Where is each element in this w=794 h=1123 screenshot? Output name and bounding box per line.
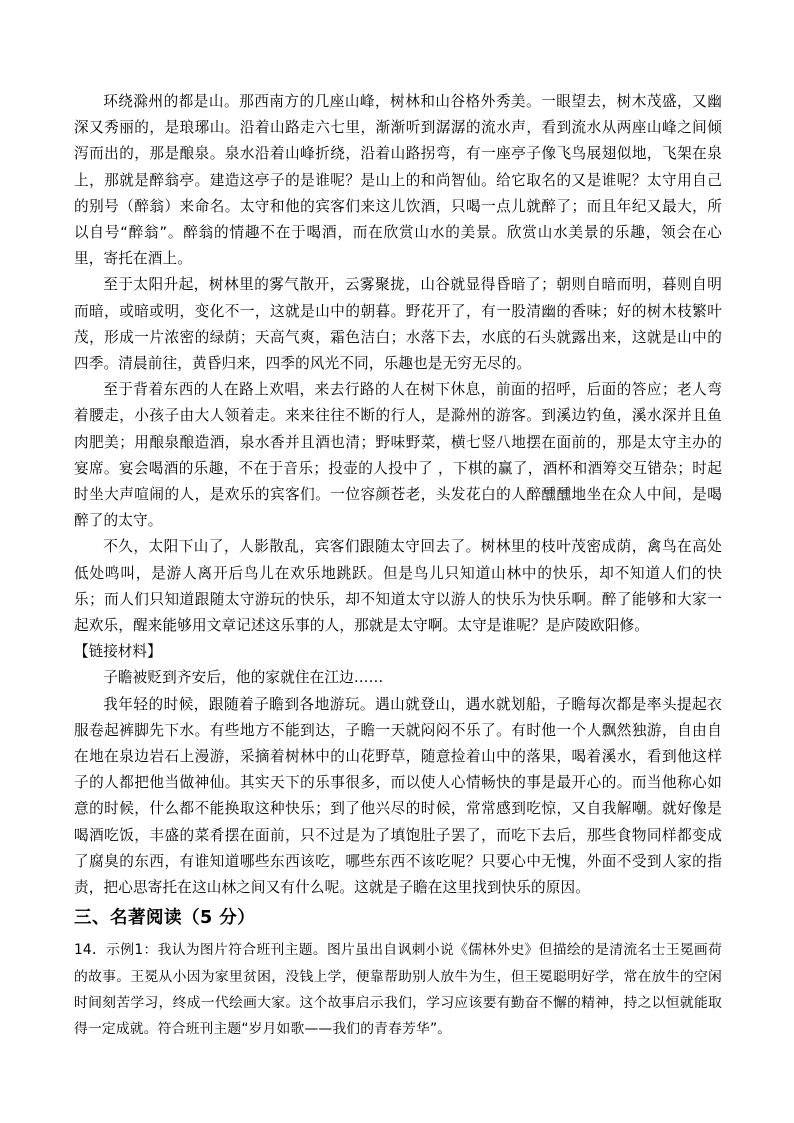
- link-material-label: 【链接材料】: [74, 643, 162, 661]
- translation-paragraph-4: 不久，太阳下山了，人影散乱，宾客们跟随太守回去了。树林里的枝叶茂密成荫，禽鸟在高处低处鸣叫，是游人离开后鸟儿在欢乐地跳跃。但是鸟儿只知道山林中的快乐，却不知道人们的快乐；而人们只知道跟随太守游玩的快乐，却不知道太守以游人的快乐为快乐啊。醉了能够和大家一起欢乐，醒来能够用文章记述这乐事的人，那就是太守啊。太守是谁呢？是庐陵欧阳修。: [74, 538, 722, 635]
- translation-paragraph-1: 环绕滁州的都是山。那西南方的几座山峰，树林和山谷格外秀美。一眼望去，树木茂盛，又幽深又秀丽的，是琅琊山。沿着山路走六七里，渐渐听到潺潺的流水声，看到流水从两座山峰之间倾泻而出的，那是酿泉。泉水沿着山峰折绕，沿着山路拐弯，有一座亭子像飞鸟展翅似地，飞架在泉上，那就是醉翁亭。建造这亭子的是谁呢？是山上的和尚智仙。给它取名的又是谁呢？太守用自己的别号（醉翁）来命名。太守和他的宾客们来这儿饮酒，只喝一点儿就醉了；而且年纪又最大，所以自号“醉翁”。醉翁的情趣不在于喝酒，而在欣赏山水的美景。欣赏山水美景的乐趣，领会在心里，寄托在酒上。: [74, 93, 722, 268]
- answer-paragraph: 14．示例1：我认为图片符合班刊主题。图片虽出自讽刺小说《儒林外史》但描绘的是清流名士王冕画荷的故事。王冕从小因为家里贫困，没钱上学，便靠帮助别人放牛为生，但王冕聪明好学，常在放牛的空闲时间刻苦学习，终成一代绘画大家。这个故事启示我们，学习应该要有勤奋不懈的精神，持之以恒就能取得一定成就。符合班刊主题“岁月如歌——我们的青春芳华”。: [74, 942, 722, 1037]
- link-paragraph-2: 我年轻的时候，跟随着子瞻到各地游玩。遇山就登山，遇水就划船，子瞻每次都是率头提起衣服卷起裤脚先下水。有些地方不能到达，子瞻一天就闷闷不乐了。有时他一个人飘然独游，自由自在地在泉边岩石上漫游，采摘着树林中的山花野草，随意捡着山中的落果，喝着溪水，看到他这样子的人都把他当做神仙。其实天下的乐事很多，而以使人心情畅快的事是最开心的。而当他称心如意的时候，什么都不能换取这种快乐；到了他兴尽的时候，常常感到吃惊，又自我解嘲。就好像是喝酒吃饭，丰盛的菜肴摆在面前，只不过是为了填饱肚子罢了，而吃下去后，那些食物同样都变成了腐臭的东西，有谁知道哪些东西该吃，哪些东西不该吃呢？只要心中无愧，外面不受到人家的指责，把心思寄托在这山林之间又有什么呢。这就是子瞻在这里找到快乐的原因。: [74, 695, 722, 897]
- translation-paragraph-2: 至于太阳升起，树林里的雾气散开，云雾聚拢，山谷就显得昏暗了；朝则自暗而明，暮则自明而暗，或暗或明，变化不一，这就是山中的朝暮。野花开了，有一股清幽的香味；好的树木枝繁叶茂，形成一片浓密的绿荫；天高气爽，霜色洁白；水落下去，水底的石头就露出来，这就是山中的四季。清晨前往，黄昏归来，四季的风光不同，乐趣也是无穷无尽的。: [74, 276, 722, 373]
- link-paragraph-1: 子瞻被贬到齐安后，他的家就住在江边……: [103, 669, 384, 687]
- section-heading: 三、名著阅读（5 分）: [74, 908, 256, 929]
- document-body: [74, 89, 722, 1042]
- translation-paragraph-3: 至于背着东西的人在路上欢唱，来去行路的人在树下休息，前面的招呼，后面的答应；老人弯着腰走，小孩子由大人领着走。来来往往不断的行人，是滁州的游客。到溪边钓鱼，溪水深并且鱼肉肥美；用酿泉酿造酒，泉水香并且酒也清；野味野菜，横七竖八地摆在面前的，那是太守主办的宴席。宴会喝酒的乐趣，不在于音乐；投壶的人投中了 ，下棋的赢了，酒杯和酒筹交互错杂；时起时坐大声喧闹的人，是欢乐的宾客们。一位容颜苍老，头发花白的人醉醺醺地坐在众人中间，是喝醉了的太守。: [74, 381, 722, 530]
